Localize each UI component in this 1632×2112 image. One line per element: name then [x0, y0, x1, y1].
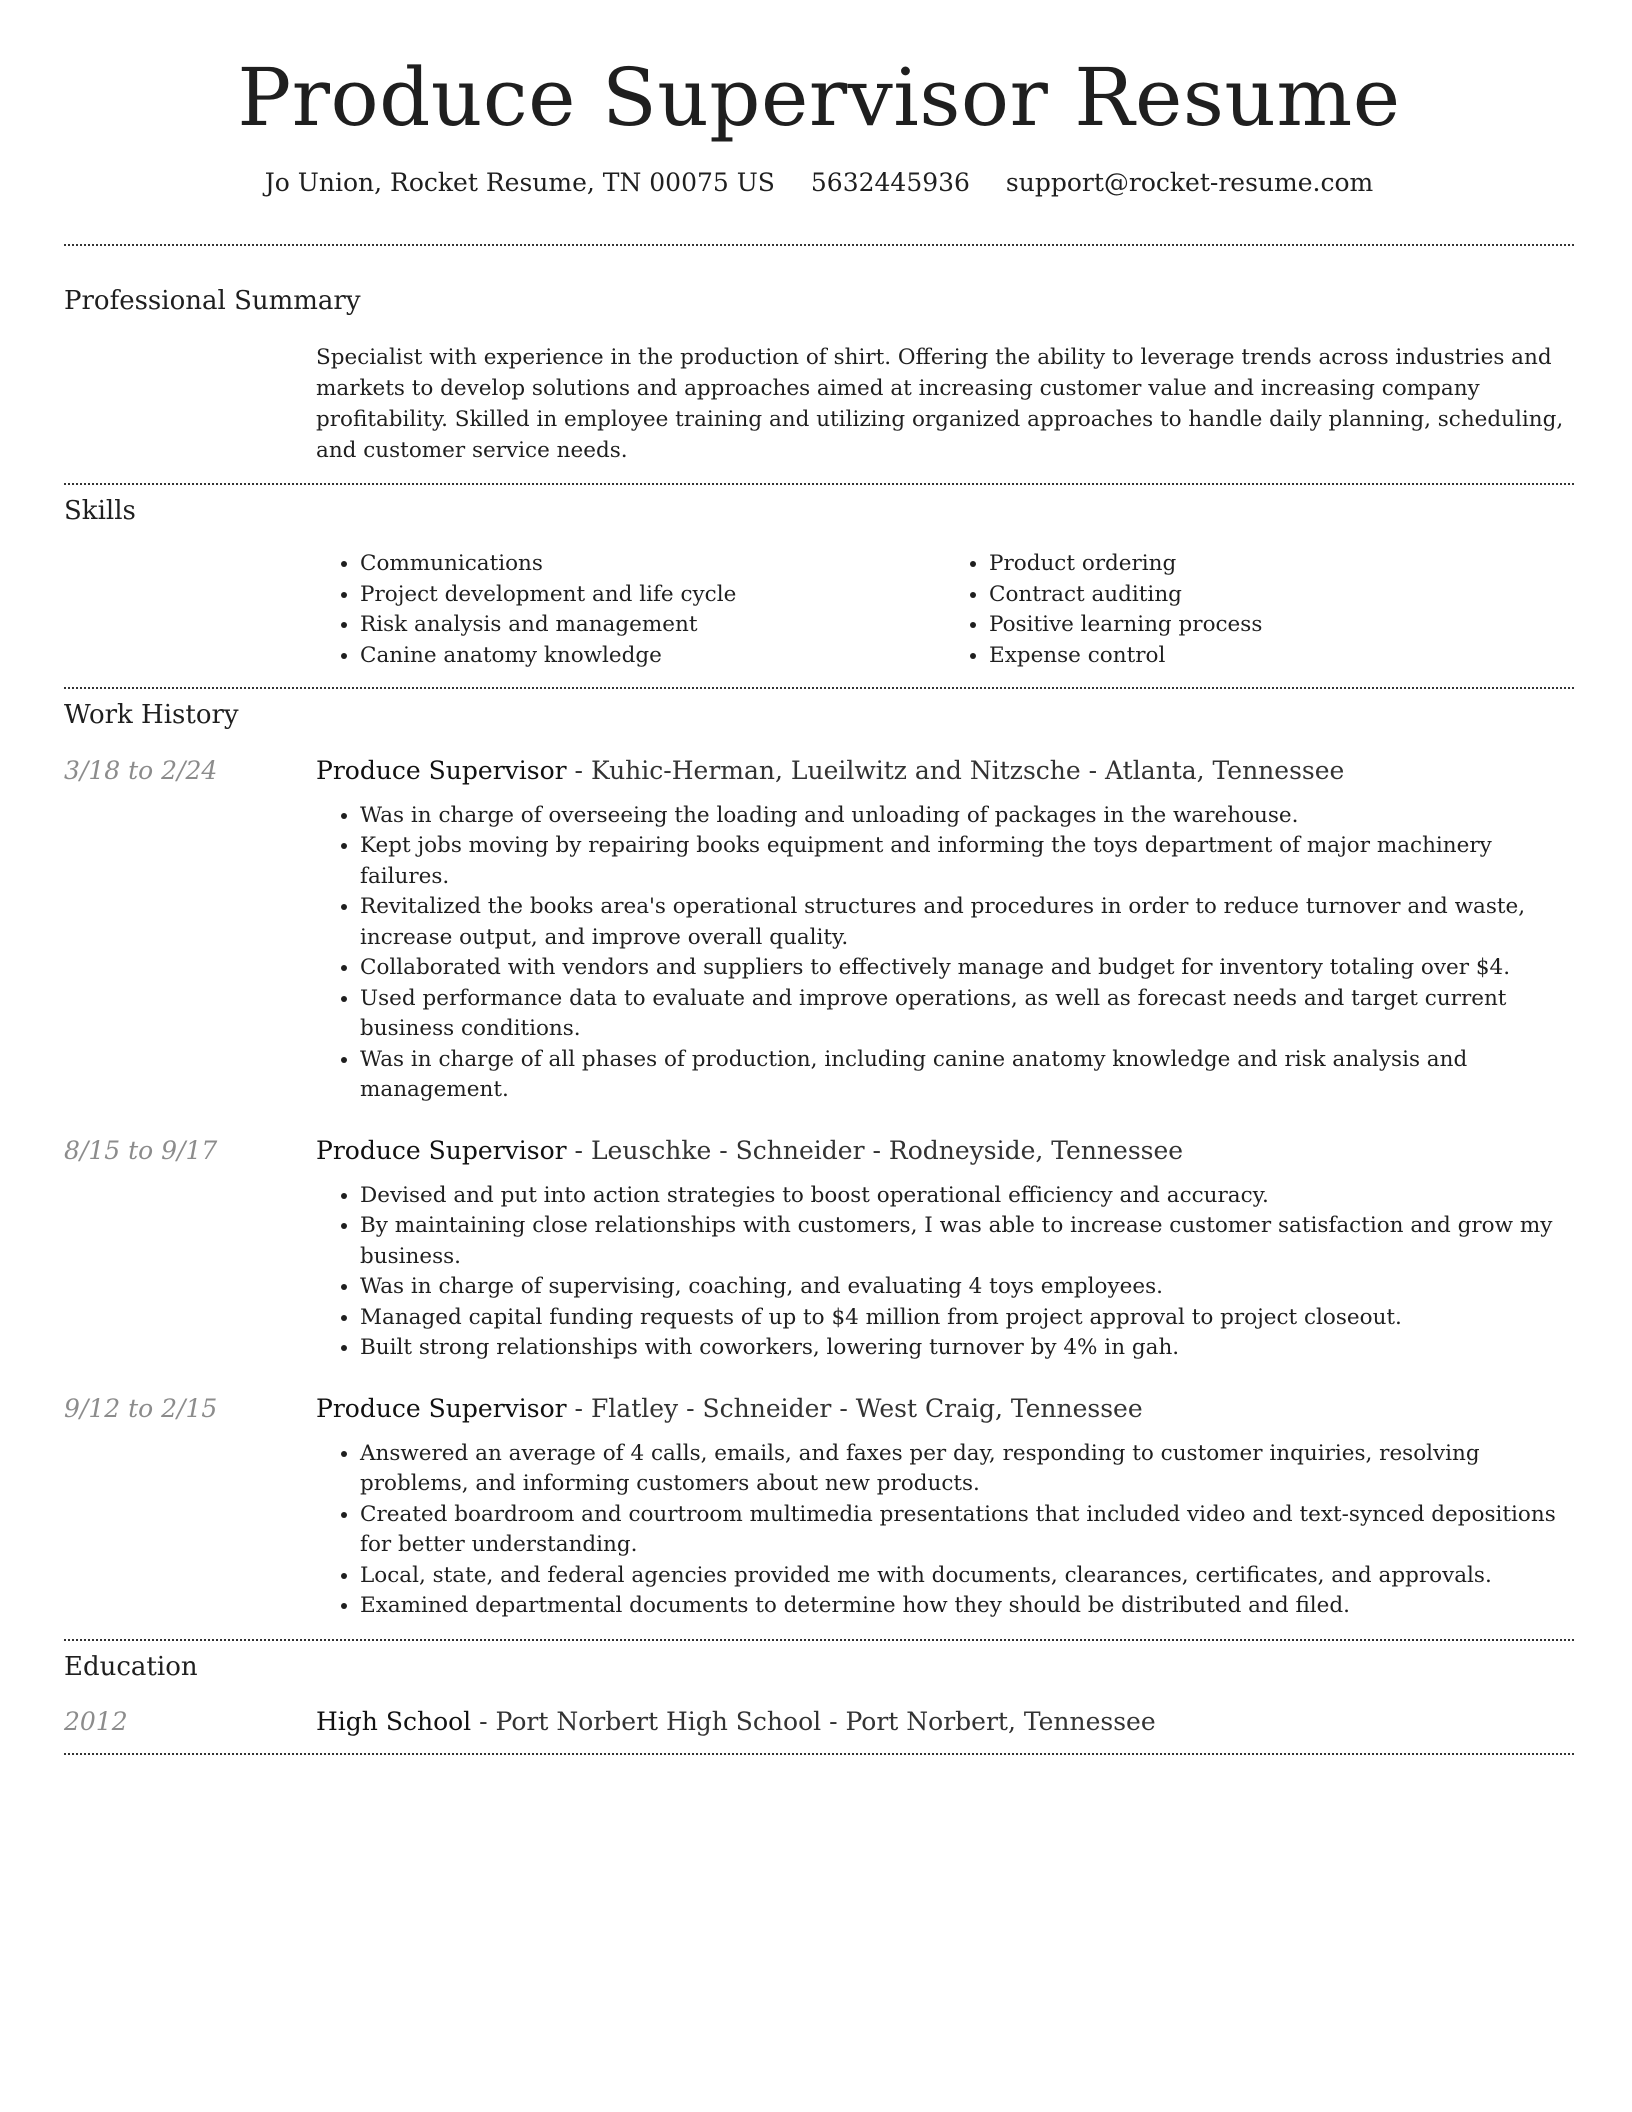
contact-address: Jo Union, Rocket Resume, TN 00075 US: [264, 168, 775, 197]
job-bullets: [316, 1181, 1574, 1364]
section-title-summary: Professional Summary: [64, 286, 361, 316]
divider: [64, 687, 1574, 689]
job-bullet: • Managed capital funding requests of up to $4 million from project approval to project closeout.: [360, 1303, 1574, 1334]
job-role: Produce Supervisor: [316, 1135, 567, 1165]
resume-page: [64, 0, 1574, 1755]
divider: [64, 244, 1574, 246]
education-year: 2012: [64, 1706, 128, 1736]
job-bullet: • Examined departmental documents to determine how they should be distributed and filed.: [360, 1591, 1574, 1622]
job-bullet: • Was in charge of all phases of production, including canine anatomy knowledge and risk analysis and management.: [360, 1045, 1574, 1106]
job-dates: 3/18 to 2/24: [64, 755, 218, 785]
job-bullet: • Created boardroom and courtroom multimedia presentations that included video and text-synced depositions for better understanding.: [360, 1500, 1574, 1561]
job-heading: [316, 756, 1344, 785]
skill-item: • Expense control: [989, 641, 1574, 672]
job-employer: Kuhic-Herman, Lueilwitz and Nitzsche - Atlanta, Tennessee: [590, 755, 1345, 785]
heading-separator: -: [471, 1706, 496, 1736]
divider: [64, 1639, 1574, 1641]
job-entry: [64, 1136, 1574, 1364]
heading-separator: -: [566, 1135, 591, 1165]
job-role: Produce Supervisor: [316, 755, 567, 785]
skill-item: • Risk analysis and management: [360, 610, 945, 641]
skills-grid: [316, 549, 1574, 671]
job-bullet: • Answered an average of 4 calls, emails, and faxes per day, responding to customer inquiries, resolving problems, and informing customers about new products.: [360, 1439, 1574, 1500]
job-role: Produce Supervisor: [316, 1393, 567, 1423]
job-bullet: • Collaborated with vendors and suppliers to effectively manage and budget for inventory totaling over $4.: [360, 953, 1574, 984]
section-title-education: Education: [64, 1651, 198, 1682]
skill-item: • Product ordering: [989, 549, 1574, 580]
skill-item: • Canine anatomy knowledge: [360, 641, 945, 672]
section-title-work: Work History: [64, 700, 239, 731]
education-school: Port Norbert High School - Port Norbert, Tennessee: [495, 1706, 1156, 1736]
job-employer: Leuschke - Schneider - Rodneyside, Tennessee: [590, 1135, 1184, 1165]
job-dates: 9/12 to 2/15: [64, 1393, 218, 1423]
job-bullet: • Built strong relationships with coworkers, lowering turnover by 4% in gah.: [360, 1333, 1574, 1364]
job-bullets: [316, 801, 1574, 1106]
education-heading: [316, 1707, 1156, 1736]
skill-item: • Project development and life cycle: [360, 580, 945, 611]
job-heading: [316, 1136, 1183, 1165]
divider: [64, 1753, 1574, 1755]
resume-title: Produce Supervisor Resume: [237, 51, 1401, 144]
contact-phone: 5632445936: [810, 168, 970, 197]
job-bullet: • Was in charge of supervising, coaching, and evaluating 4 toys employees.: [360, 1272, 1574, 1303]
skill-item: • Communications: [360, 549, 945, 580]
summary-text: Specialist with experience in the production of shirt. Offering the ability to leverage trends across industries and markets to develop solutions and approaches aimed at increasing customer value and increasing company profitability. Skilled in employee training and utilizing organized approaches to handle daily planning, scheduling, and customer service needs.: [316, 345, 1564, 464]
divider: [64, 483, 1574, 485]
job-bullet: • Devised and put into action strategies to boost operational efficiency and accuracy.: [360, 1181, 1574, 1212]
heading-separator: -: [566, 1393, 591, 1423]
job-bullet: • Local, state, and federal agencies provided me with documents, clearances, certificates, and approvals.: [360, 1561, 1574, 1592]
contact-email: support@rocket-resume.com: [1005, 168, 1374, 197]
education-degree: High School: [316, 1706, 472, 1736]
job-bullet: • Revitalized the books area's operational structures and procedures in order to reduce turnover and waste, increase output, and improve overall quality.: [360, 892, 1574, 953]
section-title-skills: Skills: [64, 496, 136, 527]
job-employer: Flatley - Schneider - West Craig, Tennessee: [590, 1393, 1143, 1423]
skills-list-right: [945, 549, 1574, 671]
skill-item: • Positive learning process: [989, 610, 1574, 641]
education-entry: [64, 1707, 1574, 1736]
job-bullet: • By maintaining close relationships with customers, I was able to increase customer satisfaction and grow my business.: [360, 1211, 1574, 1272]
heading-separator: -: [566, 755, 591, 785]
job-dates: 8/15 to 9/17: [64, 1135, 218, 1165]
job-entry: [64, 1394, 1574, 1622]
job-bullet: • Kept jobs moving by repairing books equipment and informing the toys department of major machinery failures.: [360, 831, 1574, 892]
contact-line: [64, 168, 1574, 198]
skill-item: • Contract auditing: [989, 580, 1574, 611]
job-entry: [64, 756, 1574, 1106]
job-heading: [316, 1394, 1143, 1423]
job-bullets: [316, 1439, 1574, 1622]
job-bullet: • Used performance data to evaluate and improve operations, as well as forecast needs and target current business conditions.: [360, 984, 1574, 1045]
job-bullet: • Was in charge of overseeing the loading and unloading of packages in the warehouse.: [360, 801, 1574, 832]
skills-list-left: [316, 549, 945, 671]
